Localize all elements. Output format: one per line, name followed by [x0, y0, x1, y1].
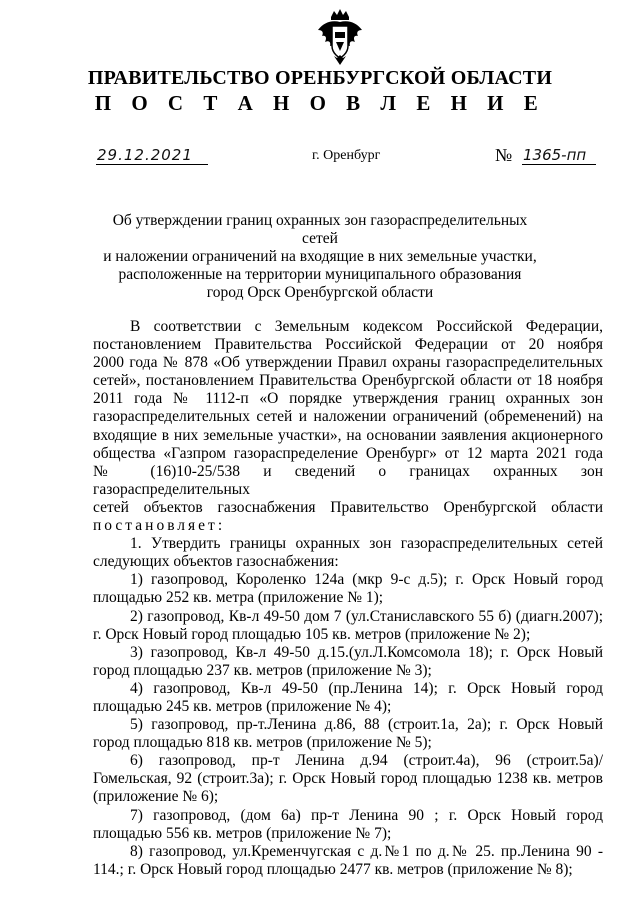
number-underline [522, 164, 596, 165]
list-item-line: 8) газопровод, ул.Кременчугская с д.№1 по д.№ 25. пр.Ленина 90 - [130, 842, 603, 860]
list-item-line: город площадью 818 кв. метров (приложение № 5); [93, 734, 432, 752]
preamble-line: постановлением Правительства Российской Федерации от 20 ноября [93, 336, 603, 354]
list-item-line: 3) газопровод, Кв-л 49-50 д.15.(ул.Л.Комсомола 18); г. Орск Новый [130, 643, 603, 661]
list-item-line: Гомельская, 92 (строит.3а); г. Орск Новый город площадью 1238 кв. метров [93, 770, 603, 788]
preamble-line: В соответствии с Земельным кодексом Российской Федерации, [130, 318, 603, 335]
subject-line: Об утверждении границ охранных зон газораспределительных сетей [112, 212, 528, 247]
document-subject [100, 212, 540, 302]
preamble-line: 2000 года № 878 «Об утверждении Правил охраны газораспределительных [93, 354, 603, 372]
number-label: № [495, 145, 513, 165]
preamble-line: сетей объектов газоснабжения Правительство Оренбургской области [93, 498, 603, 516]
list-item-line: 1) газопровод, Короленко 124а (мкр 9-с д.5); г. Орск Новый город [130, 571, 603, 589]
document-type-title: П О С Т А Н О В Л Е Н И Е [94, 91, 546, 115]
government-title: ПРАВИТЕЛЬСТВО ОРЕНБУРГСКОЙ ОБЛАСТИ [87, 67, 553, 89]
list-item-line: площадью 252 кв. метра (приложение № 1); [93, 589, 384, 607]
list-item-line: площадью 245 кв. метров (приложение № 4); [93, 697, 392, 715]
list-item-line: 5) газопровод, пр-т.Ленина д.86, 88 (строит.1а, 2а); г. Орск Новый [130, 716, 603, 734]
document-city: г. Оренбург [312, 148, 381, 163]
list-item-line: 4) газопровод, Кв-л 49-50 (пр.Ленина 14); г. Орск Новый город [130, 679, 603, 697]
subject-line: расположенные на территории муниципального образования [118, 266, 522, 283]
coat-of-arms-emblem [314, 8, 366, 66]
preamble-line: входящие в них земельные участки», на основании заявления акционерного [93, 426, 603, 444]
list-item-line: 2) газопровод, Кв-л 49-50 дом 7 (ул.Станиславского 55 б) (диагн.2007); [130, 607, 603, 625]
list-item-line: площадью 556 кв. метров (приложение № 7); [93, 824, 392, 842]
document-number: 1365-пп [523, 146, 587, 164]
clause-line: следующих объектов газоснабжения: [93, 553, 339, 571]
preamble-line: сетей», постановлением Правительства Оренбургской области от 18 ноября [93, 372, 603, 390]
list-item-line: 114.; г. Орск Новый город площадью 2477 кв. метров (приложение № 8); [93, 860, 573, 878]
list-item-line: город площадью 237 кв. метров (приложение № 3); [93, 661, 432, 679]
list-item-line: г. Орск Новый город площадью 105 кв. метров (приложение № 2); [93, 625, 531, 643]
subject-line: и наложении ограничений на входящие в них земельные участки, [103, 248, 537, 265]
preamble-line: общества «Газпром газораспределение Оренбург» от 12 марта 2021 года [93, 444, 603, 462]
resolves-word: постановляет: [93, 517, 226, 535]
document-date: 29.12.2021 [97, 146, 193, 164]
clause-line: 1. Утвердить границы охранных зон газораспределительных сетей [130, 535, 603, 553]
subject-line: город Орск Оренбургской области [206, 284, 434, 301]
document-body [93, 318, 603, 879]
date-underline [96, 164, 208, 165]
list-item-line: (приложение № 6); [93, 788, 219, 806]
preamble-line: 2011 года № 1112-п «О порядке утверждения границ охранных зон [93, 390, 603, 408]
preamble-line: газораспределительных сетей и наложении ограничений (обременений) на [93, 408, 603, 426]
list-item-line: 7) газопровод, (дом 6а) пр-т Ленина 90 ; г. Орск Новый город [130, 806, 603, 824]
preamble-line: № (16)10-25/538 и сведений о границах охранных зон газораспределительных [93, 462, 603, 498]
list-item-line: 6) газопровод, пр-т Ленина д.94 (строит.4а), 96 (строит.5а)/ [130, 752, 603, 770]
